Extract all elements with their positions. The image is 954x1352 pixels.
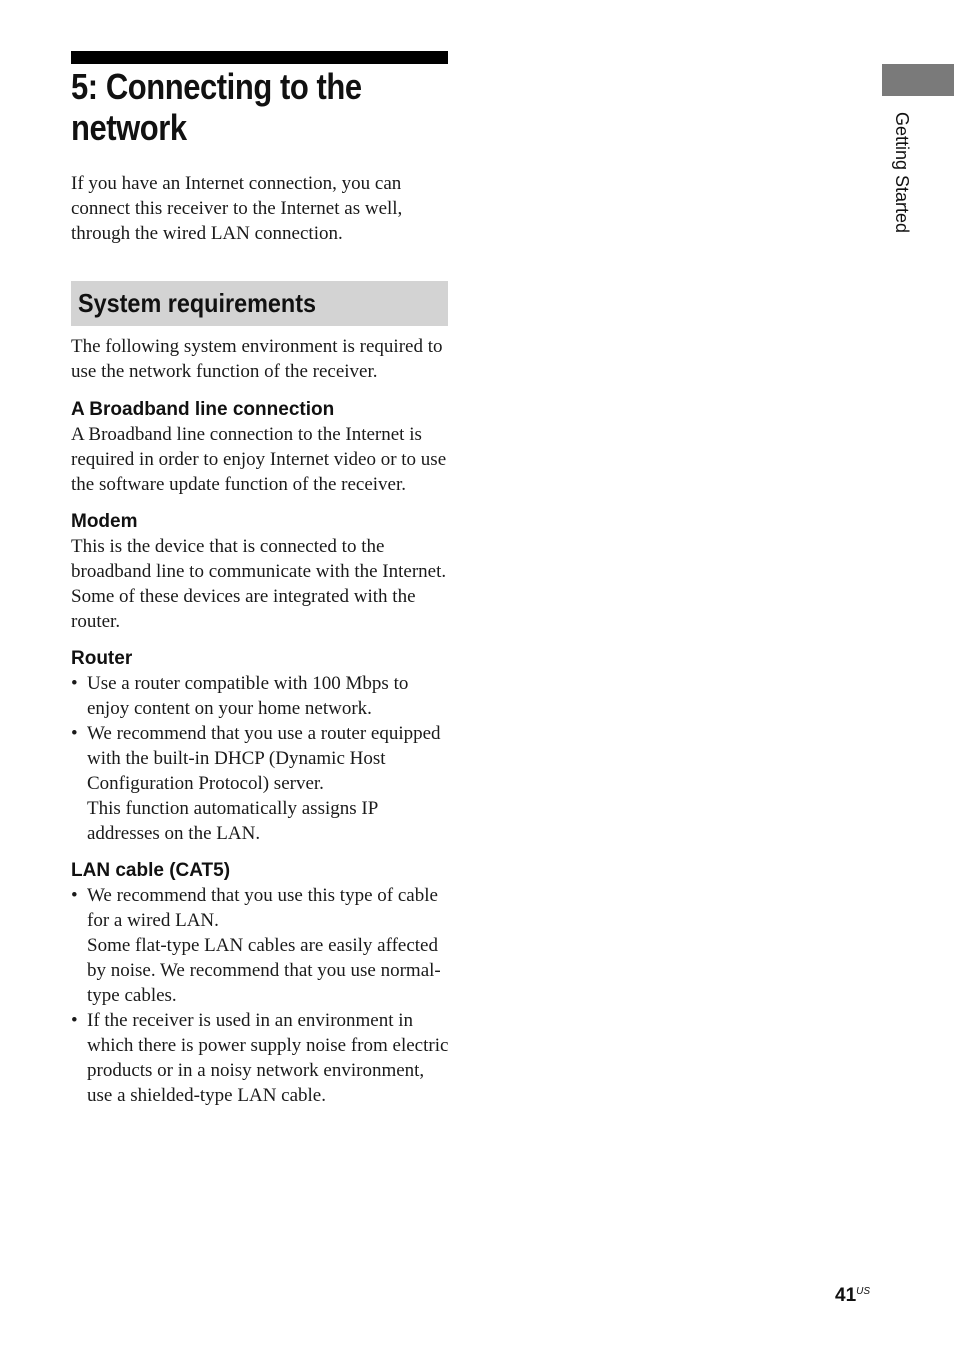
requirements-content bbox=[71, 334, 449, 1120]
router-heading: Router bbox=[71, 648, 133, 669]
broadband-text: A Broadband line connection to the Internet is required in order to enjoy Internet video or to use the software update function of the receiver. bbox=[71, 424, 447, 495]
page-number bbox=[835, 1281, 870, 1307]
chapter-tab bbox=[882, 64, 954, 96]
bullet-icon: • bbox=[71, 673, 78, 694]
list-item bbox=[71, 883, 449, 1008]
modem-text: This is the device that is connected to the broadband line to communicate with the Internet. Some of these devices are integrated with the router. bbox=[71, 536, 447, 632]
bullet-text: We recommend that you use this type of cable for a wired LAN. bbox=[87, 885, 438, 931]
bullet-text: If the receiver is used in an environment in which there is power supply noise from electric products or in a noisy network environment, use a shielded-type LAN cable. bbox=[87, 1010, 449, 1106]
lan-cable-bullet-list bbox=[71, 883, 449, 1108]
bullet-note: Some flat-type LAN cables are easily affected by noise. We recommend that you use normal-type cables. bbox=[87, 935, 441, 1006]
bullet-icon: • bbox=[71, 1010, 78, 1031]
broadband-block bbox=[71, 397, 449, 497]
bullet-note: This function automatically assigns IP addresses on the LAN. bbox=[87, 798, 378, 844]
lan-cable-heading: LAN cable (CAT5) bbox=[71, 860, 231, 881]
router-block bbox=[71, 646, 449, 846]
page-number-suffix: US bbox=[856, 1286, 871, 1297]
chapter-label: Getting Started bbox=[892, 112, 912, 234]
page-title: 5: Connecting to the network bbox=[71, 66, 362, 148]
intro-paragraph: If you have an Internet connection, you can connect this receiver to the Internet as well, through the wired LAN connection. bbox=[71, 173, 403, 244]
lan-cable-block bbox=[71, 858, 449, 1108]
title-rule bbox=[71, 51, 448, 64]
list-item bbox=[71, 1008, 449, 1108]
bullet-text: We recommend that you use a router equipped with the built-in DHCP (Dynamic Host Configuration Protocol) server. bbox=[87, 723, 441, 794]
page-number-value: 41 bbox=[835, 1285, 857, 1306]
section-heading-box bbox=[71, 281, 448, 326]
bullet-icon: • bbox=[71, 885, 78, 906]
section-heading: System requirements bbox=[78, 288, 317, 318]
requirements-intro: The following system environment is required to use the network function of the receiver. bbox=[71, 336, 443, 382]
modem-heading: Modem bbox=[71, 511, 138, 532]
list-item bbox=[71, 721, 449, 846]
router-bullet-list bbox=[71, 671, 449, 846]
modem-block bbox=[71, 509, 449, 634]
broadband-heading: A Broadband line connection bbox=[71, 399, 335, 420]
bullet-icon: • bbox=[71, 723, 78, 744]
bullet-text: Use a router compatible with 100 Mbps to enjoy content on your home network. bbox=[87, 673, 409, 719]
list-item bbox=[71, 671, 449, 721]
